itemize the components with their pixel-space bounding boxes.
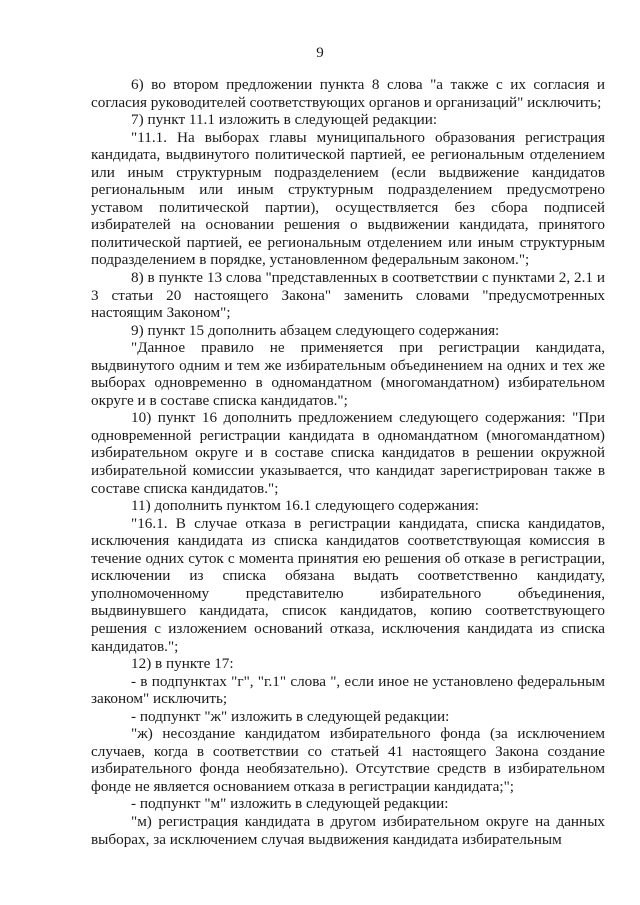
paragraph-item-10: 10) пункт 16 дополнить предложением следующего содержания: "При одновременной регистрации кандидата в одномандатном (многомандатном) избирательном округе и в составе списка кандидатов в решении окружной избирательной комиссии указывается, что кандидат зарегистрирован также в составе списка кандидатов."; — [91, 409, 605, 497]
paragraph-subitem-m: - подпункт "м" изложить в следующей редакции: — [131, 795, 449, 813]
paragraph-quote-zh: "ж) несоздание кандидатом избирательного фонда (за исключением случаев, когда в соответствии со статьей 41 настоящего Закона создание избирательного фонда необязательно). Отсутствие средств в избирательном фонде не является основанием отказа в регистрации кандидата;"; — [91, 725, 605, 795]
paragraph-item-8: 8) в пункте 13 слова "представленных в соответствии с пунктами 2, 2.1 и 3 статьи 20 настоящего Закона" заменить словами "предусмотренных настоящим Законом"; — [91, 269, 605, 322]
paragraph-item-7: 7) пункт 11.1 изложить в следующей редакции: — [131, 111, 438, 129]
paragraph-quote-rule: "Данное правило не применяется при регистрации кандидата, выдвинутого одним и тем же избирательным объединением на одних и тех же выборах одновременно в одномандатном (многомандатном) избирательном округе и в составе списка кандидатов."; — [91, 339, 605, 409]
paragraph-quote-16-1: "16.1. В случае отказа в регистрации кандидата, списка кандидатов, исключения кандидата из списка кандидатов соответствующая комиссия в течение одних суток с момента принятия ею решения об отказе в регистрации, исключении из списка обязана выдать соответственно кандидату, уполномоченному представителю избирательного объединения, выдвинувшего кандидата, список кандидатов, копию соответствующего решения с изложением оснований отказа, исключения кандидата из списка кандидатов."; — [91, 514, 605, 655]
paragraph-quote-11-1: "11.1. На выборах главы муниципального образования регистрация кандидата, выдвинутого политической партией, ее региональным отделением или иным структурным подразделением (если выдвижение кандидатов региональным или иным структурным подразделением предусмотрено уставом политической партии), осуществляется без сбора подписей избирателей на основании решения о выдвижении кандидата, принятого политической партией, ее региональным отделением или иным структурным подразделением в порядке, установленном федеральным законом."; — [91, 128, 605, 269]
document-body — [91, 76, 605, 848]
page-number: 9 — [316, 45, 324, 61]
paragraph-item-6: 6) во втором предложении пункта 8 слова "а также с их согласия и согласия руководителей соответствующих органов и организаций" исключить; — [91, 76, 605, 111]
paragraph-subitem-g: - в подпунктах "г", "г.1" слова ", если иное не установлено федеральным законом" исключить; — [91, 672, 605, 708]
paragraph-item-9: 9) пункт 15 дополнить абзацем следующего содержания: — [131, 321, 500, 339]
paragraph-item-11: 11) дополнить пунктом 16.1 следующего содержания: — [131, 497, 479, 515]
paragraph-subitem-zh: - подпункт "ж" изложить в следующей редакции: — [131, 707, 450, 725]
paragraph-item-12: 12) в пункте 17: — [131, 655, 234, 673]
paragraph-quote-m: "м) регистрация кандидата в другом избирательном округе на данных выборах, за исключением случая выдвижения кандидата избирательным — [91, 812, 605, 848]
